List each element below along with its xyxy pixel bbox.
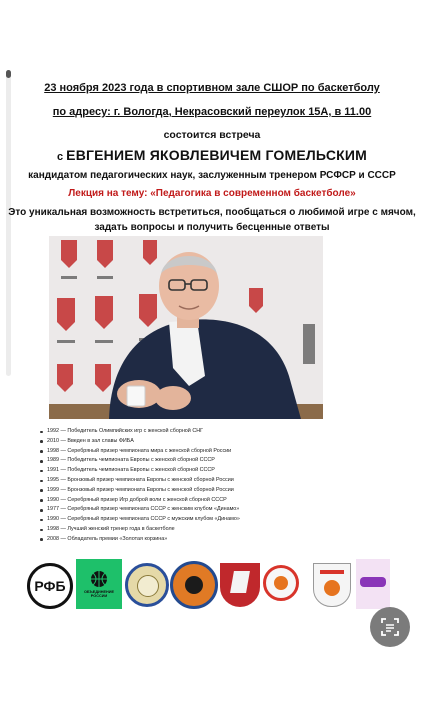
scrollbar-thumb[interactable] — [6, 70, 11, 78]
achievement-item: 1991 — Победитель чемпионата Европы с женской сборной СССР — [38, 466, 358, 476]
speaker-name: ЕВГЕНИЕМ ЯКОВЛЕВИЧЕМ ГОМЕЛЬСКИМ — [66, 147, 368, 163]
vologda-coat-logo — [220, 563, 260, 607]
scan-text-icon — [380, 617, 400, 637]
sponsor-logos — [0, 555, 424, 615]
description-line-1: Это уникальная возможность встретиться, пообщаться о любимой игре с мячом, — [8, 207, 416, 218]
basketball-association-logo: ОБЪЕДИНЕНИЕ РОССИИ — [76, 559, 122, 609]
scan-text-button[interactable] — [370, 607, 410, 647]
rfb-logo: РФБ — [27, 563, 73, 609]
purple-tile-logo — [356, 559, 390, 609]
achievement-item: 1990 — Серебряный призер Игр доброй воли с женской сборной СССР — [38, 496, 358, 506]
achievement-item: 1977 — Серебряный призер чемпионата СССР с женским клубом «Динамо» — [38, 505, 358, 515]
basketball-icon — [90, 570, 108, 588]
achievement-item: 1999 — Бронзовый призер чемпионата Европы с женской сборной России — [38, 486, 358, 496]
lecture-topic: Лекция на тему: «Педагогика в современном баскетболе» — [68, 188, 356, 199]
basketball-federation-logo — [170, 561, 218, 609]
speaker-photo — [49, 236, 323, 419]
achievement-item: 2010 — Введен в зал славы ФИБА — [38, 437, 358, 447]
achievement-item: 2008 — Обладатель премии «Золотая корзина» — [38, 535, 358, 545]
achievement-item: 1992 — Победитель Олимпийских игр с женской сборной СНГ — [38, 427, 358, 437]
event-address-line: по адресу: г. Вологда, Некрасовский переулок 15А, в 11.00 — [52, 106, 372, 118]
achievement-item: 1998 — Серебряный призер чемпионата мира с женской сборной России — [38, 447, 358, 457]
event-date-line: 23 ноября 2023 года в спортивном зале СШОР по баскетболу — [44, 82, 380, 94]
red-round-logo — [263, 565, 299, 601]
description-line-2: задать вопросы и получить бесценные ответы — [94, 222, 330, 233]
speaker-line — [0, 147, 424, 163]
achievements-list — [38, 427, 358, 545]
round-emblem-logo — [125, 563, 169, 607]
achievement-item: 1995 — Бронзовый призер чемпионата Европы с женской сборной России — [38, 476, 358, 486]
speaker-titles: кандидатом педагогических наук, заслуженным тренером РСФСР и СССР — [28, 170, 396, 181]
achievement-item: 1989 — Победитель чемпионата Европы с женской сборной СССР — [38, 456, 358, 466]
meeting-line: состоится встреча — [163, 129, 261, 141]
shield-logo — [313, 563, 351, 607]
speaker-prefix: с — [56, 151, 67, 163]
achievement-item: 1998 — Лучший женский тренер года в баскетболе — [38, 525, 358, 535]
achievement-item: 1990 — Серебряный призер чемпионата СССР с мужским клубом «Динамо» — [38, 515, 358, 525]
